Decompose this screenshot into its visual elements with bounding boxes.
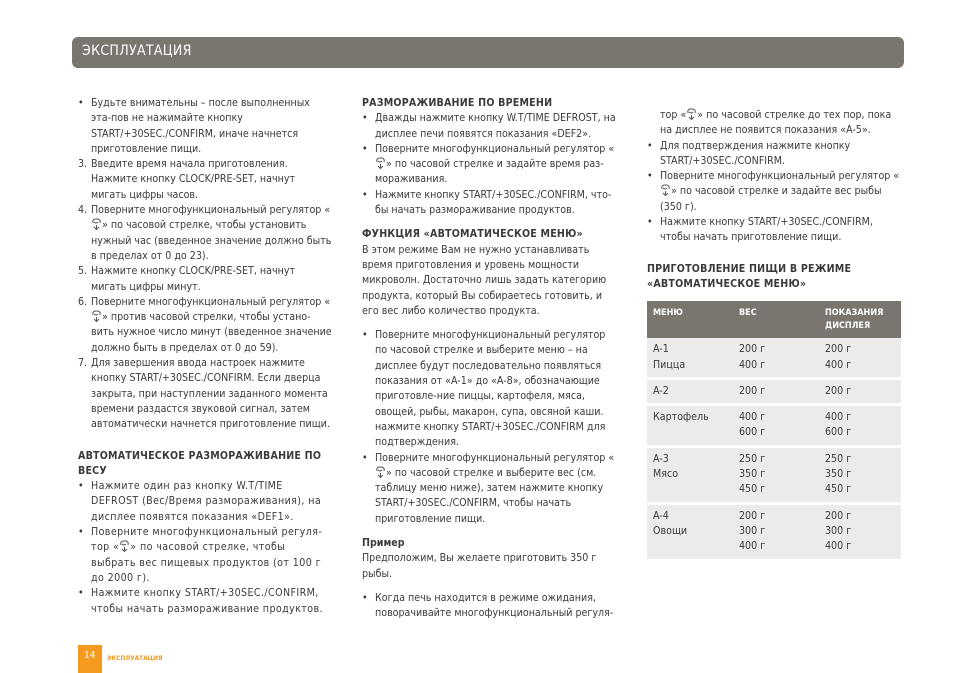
list-item-text: Нажмите кнопку START/+30SEC./CONFIRM, чтобы начать размораживание продуктов. [91,587,323,615]
cell-display: 200 г 300 г 400 г [819,503,901,558]
column-header-menu: МЕНЮ [647,301,733,338]
auto-menu-table [647,301,901,558]
list-item-text: Нажмите кнопку CLOCK/PRE-SET, начнут мигать цифры минут. [91,265,296,293]
section-heading: АВТОМАТИЧЕСКОЕ РАЗМОРАЖИВАНИЕ ПО ВЕСУ [78,449,322,477]
table-row [647,503,901,558]
list-marker: • [78,480,85,493]
list-item [78,96,332,157]
list-marker: • [647,216,653,229]
table-row [647,405,901,447]
list-item [78,525,332,586]
cell-display: 200 г [819,378,901,404]
list-item [647,139,901,170]
list-item [362,111,620,142]
list-marker: • [362,188,368,201]
table-row [647,446,901,503]
list-item-text: Поверните многофункциональный регулятор « [375,451,615,464]
list-marker: • [647,170,653,183]
section-heading: ФУНКЦИЯ «АВТОМАТИЧЕСКОЕ МЕНЮ» [362,228,583,241]
table-header-row [647,301,901,338]
column-header-display: ПОКАЗАНИЯ ДИСПЛЕЯ [819,301,901,338]
list-marker: • [362,142,368,155]
dial-icon [686,108,697,120]
list-item-text: Нажмите кнопку START/+30SEC./CONFIRM, чтобы начать приготовление пищи. [660,216,873,244]
section-heading: ПРИГОТОВЛЕНИЕ ПИЩИ В РЕЖИМЕ «АВТОМАТИЧЕСКОЕ МЕНЮ» [647,262,852,290]
list-item [362,328,620,450]
list-item-text: » против часовой стрелки, чтобы устано-вить нужное число минут (введенное значение должно быть в пределах от 0 до 59). [91,311,332,354]
section-header-bar [72,37,904,68]
dial-icon [375,466,386,478]
list-item-text: тор « [660,109,687,121]
cell-weight: 400 г 600 г [733,405,819,447]
cell-weight: 200 г 400 г [733,338,819,378]
list-marker: • [362,451,368,464]
list-item-text: » по часовой стрелке, чтобы выбрать вес пищевых продуктов (от 100 г до 2000 г). [91,541,322,584]
list-item-text: » по часовой стрелке и задайте время раз-мораживания. [375,158,604,186]
column-3 [647,108,901,559]
dial-icon [119,540,130,552]
table-row [647,378,901,404]
list-item-text: Будьте внимательны – после выполненных эта-пов не нажимайте кнопку START/+30SEC./CONFIRM, иначе начнется приготовление пищи. [91,97,310,155]
cell-menu: A-3 Мясо [647,446,733,503]
list-item [78,203,332,264]
list-marker: • [647,139,653,152]
cell-menu: A-4 Овощи [647,503,733,558]
table-row [647,338,901,378]
list-item-text: Нажмите кнопку START/+30SEC./CONFIRM, что-бы начать размораживание продуктов. [375,188,612,217]
paragraph: В этом режиме Вам не нужно устанавливать время приготовления и уровень мощности микроволн. Достаточно лишь задать категорию продукта, который Вы собираетесь готовить, и его вес либо количество продукта. [362,243,607,317]
column-header-weight: ВЕС [733,301,819,338]
list-marker: • [78,587,85,600]
list-item [78,264,332,295]
dial-icon [660,184,671,196]
cell-display: 400 г 600 г [819,405,901,447]
list-marker: 6. [78,295,88,308]
list-item-text: Поверните многофункциональный регулятор по часовой стрелке и выберите меню – на дисплее будут последовательно появляться показания от «A-1» до «A-8», обозначающие приготовле-ние пиццы, картофеля, мяса, овощей, рыбы, макарон, супа, овсяной каши. нажмите кнопку START/+30SEC./CONFIRM для подтверждения. [375,329,606,449]
list-marker: 7. [78,357,88,370]
list-item-text: Когда печь находится в режиме ожидания, поворачивайте многофункциональный регуля- [375,591,614,620]
list-item-text: Для завершения ввода настроек нажмите кнопку START/+30SEC./CONFIRM. Если дверца закрыта, при наступлении заданного момента времени раздастся звуковой сигнал, затем автоматически начнется приготовление пищи. [91,357,330,431]
list-marker: • [78,97,84,109]
list-item [78,586,332,617]
cell-weight: 200 г 300 г 400 г [733,503,819,558]
section-title: ЭКСПЛУАТАЦИЯ [82,43,192,59]
list-item-text: » по часовой стрелке до тех пор, пока на дисплее не появится показания «A-5». [660,109,892,137]
footer-section-label: ЭКСПЛУАТАЦИЯ [107,654,163,662]
list-marker: • [78,526,85,539]
cell-menu: Картофель [647,405,733,447]
list-item-text: Поверните многофункциональный регулятор « [660,170,900,183]
list-item [78,356,332,432]
list-item-text: Нажмите один раз кнопку W.T/TIME DEFROST (Вес/Время размораживания), на дисплее появятся показания «DEF1». [91,480,322,523]
section-heading: РАЗМОРАЖИВАНИЕ ПО ВРЕМЕНИ [362,97,553,109]
list-item-text: Для подтверждения нажмите кнопку START/+30SEC./CONFIRM. [660,139,851,167]
column-1 [78,96,332,617]
list-item [78,295,332,356]
list-item-text: Поверните многофункциональный регулятор « [91,204,331,217]
list-item [362,142,620,188]
list-item-text: Поверните многофункциональный регуля-тор « [91,526,323,554]
list-marker: 3. [78,158,88,171]
list-item-text: Введите время начала приготовления. Нажмите кнопку CLOCK/PRE-SET, начнут мигать цифры часов. [91,158,296,201]
list-marker: • [362,591,368,604]
list-item [362,451,620,527]
list-item [78,157,332,203]
cell-weight: 200 г [733,378,819,404]
dial-icon [91,218,102,230]
cell-display: 250 г 350 г 450 г [819,446,901,503]
list-item [362,591,620,622]
list-marker: 5. [78,265,88,278]
column-2 [362,96,620,622]
cell-display: 200 г 400 г [819,338,901,378]
list-item-text: Дважды нажмите кнопку W.T/TIME DEFROST, на дисплее печи появятся показания «DEF2». [375,112,616,140]
list-item-text: » по часовой стрелке и выберите вес (см. таблицу меню ниже), затем нажмите кнопку START/+30SEC./CONFIRM, чтобы начать приготовление пищи. [375,466,604,525]
cell-weight: 250 г 350 г 450 г [733,446,819,503]
page-number: 14 [84,650,96,661]
cell-menu: A-1 Пицца [647,338,733,378]
dial-icon [375,157,386,169]
dial-icon [91,310,102,322]
list-item-text: » по часовой стрелке, чтобы установить нужный час (введенное значение должно быть в пределах от 0 до 23). [91,219,332,262]
list-item [78,479,332,525]
list-item-text: Поверните многофункциональный регулятор « [375,142,615,155]
list-marker: • [362,112,368,125]
list-item [647,169,901,215]
list-marker: 4. [78,204,88,217]
continued-text [647,108,901,139]
list-item-text: » по часовой стрелке и задайте вес рыбы (350 г). [660,185,882,213]
example-text: Предположим, Вы желаете приготовить 350 г рыбы. [362,552,597,580]
list-marker: • [362,329,368,342]
list-item [647,215,901,246]
list-item-text: Поверните многофункциональный регулятор « [91,295,331,308]
example-heading: Пример [362,537,405,550]
cell-menu: A-2 [647,378,733,404]
list-item [362,188,620,219]
